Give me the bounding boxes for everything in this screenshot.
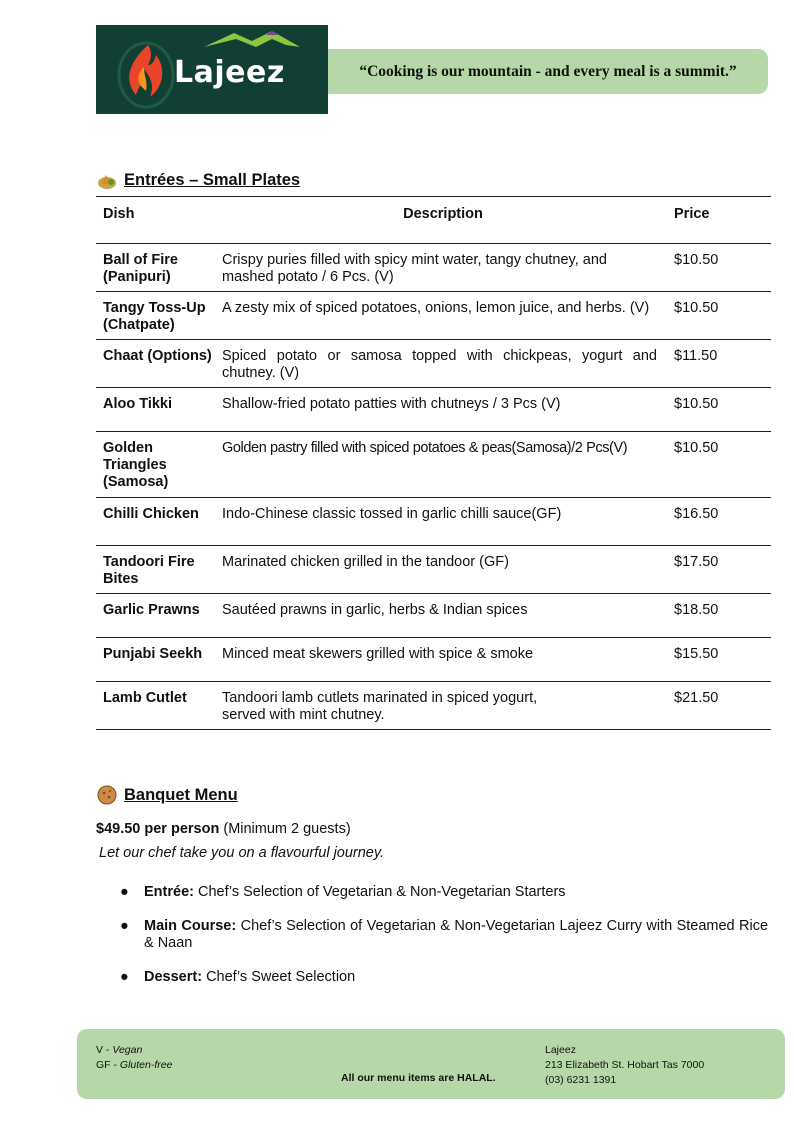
dish-name: Punjabi Seekh — [96, 638, 218, 682]
footer — [77, 1029, 785, 1099]
banquet-title: Banquet Menu — [124, 785, 238, 804]
banquet-list — [96, 884, 768, 986]
legend-vegan-code: V - — [96, 1044, 113, 1056]
table-row — [96, 546, 771, 594]
legend-vegan-text: Vegan — [112, 1044, 143, 1056]
restaurant-name: Lajeez — [545, 1044, 576, 1056]
dish-description: Tandoori lamb cutlets marinated in spiced yogurt, served with mint chutney. — [218, 682, 667, 730]
dietary-legend — [96, 1043, 172, 1073]
bread-icon — [97, 785, 117, 805]
contact-info — [545, 1043, 704, 1088]
dish-price: $10.50 — [667, 292, 771, 340]
column-header-price: Price — [667, 197, 771, 244]
banquet-item-text: Chef’s Selection of Vegetarian & Non-Vegetarian Lajeez Curry with Steamed Rice & Naan — [144, 918, 769, 951]
banquet-tagline: Let our chef take you on a flavourful journey. — [99, 845, 385, 861]
banquet-item-label: Main Course: — [144, 918, 237, 934]
table-row — [96, 498, 771, 546]
table-row — [96, 432, 771, 498]
banquet-item-label: Dessert: — [144, 969, 203, 985]
dish-description: Marinated chicken grilled in the tandoor (GF) — [218, 546, 667, 594]
dish-name: Golden Triangles (Samosa) — [96, 432, 218, 498]
dish-description: Spiced potato or samosa topped with chickpeas, yogurt and chutney. (V) — [218, 340, 667, 388]
dish-description: Crispy puries filled with spicy mint water, tangy chutney, and mashed potato / 6 Pcs. (V) — [218, 244, 667, 292]
banquet-heading — [97, 785, 238, 805]
logo-text: Lajeez — [174, 55, 285, 90]
dish-description: Indo-Chinese classic tossed in garlic chilli sauce(GF) — [218, 498, 667, 546]
bullet-icon: ● — [120, 918, 129, 934]
bullet-icon: ● — [120, 969, 129, 985]
legend-vegan — [96, 1043, 172, 1058]
table-row — [96, 638, 771, 682]
restaurant-address: 213 Elizabeth St. Hobart Tas 7000 — [545, 1059, 705, 1071]
list-item — [96, 969, 768, 986]
restaurant-phone: (03) 6231 1391 — [545, 1074, 617, 1086]
dish-price: $11.50 — [667, 340, 771, 388]
quote-banner: “Cooking is our mountain - and every meal is a summit.” — [328, 49, 768, 94]
logo — [96, 25, 328, 114]
dish-name: Tandoori Fire Bites — [96, 546, 218, 594]
legend-gluten-free — [96, 1058, 172, 1073]
column-header-description: Description — [218, 197, 667, 244]
entrees-heading — [97, 171, 300, 190]
table-row — [96, 388, 771, 432]
entrees-title: Entrées – Small Plates — [124, 171, 301, 189]
dish-description: A zesty mix of spiced potatoes, onions, lemon juice, and herbs. (V) — [218, 292, 667, 340]
legend-gf-text: Gluten-free — [119, 1059, 173, 1071]
dish-price: $21.50 — [667, 682, 771, 730]
dish-price: $10.50 — [667, 432, 771, 498]
dish-name: Tangy Toss-Up (Chatpate) — [96, 292, 218, 340]
dish-name: Aloo Tikki — [96, 388, 218, 432]
entrees-table — [96, 196, 771, 730]
dish-description: Golden pastry filled with spiced potatoes & peas(Samosa)/2 Pcs(V) — [218, 432, 667, 498]
banquet-section — [96, 821, 768, 1003]
dish-description: Minced meat skewers grilled with spice & smoke — [218, 638, 667, 682]
list-item — [96, 918, 768, 952]
samosa-icon — [97, 172, 117, 190]
banquet-price-line — [96, 821, 768, 837]
banquet-item-text: Chef’s Selection of Vegetarian & Non-Vegetarian Starters — [198, 884, 566, 900]
dish-price: $15.50 — [667, 638, 771, 682]
dish-price: $17.50 — [667, 546, 771, 594]
list-item — [96, 884, 768, 901]
banquet-item-label: Entrée: — [144, 884, 194, 900]
table-row — [96, 340, 771, 388]
table-row — [96, 292, 771, 340]
table-header-row — [96, 197, 771, 244]
table-row — [96, 682, 771, 730]
column-header-dish: Dish — [96, 197, 218, 244]
dish-price: $10.50 — [667, 388, 771, 432]
banquet-minimum: (Minimum 2 guests) — [223, 821, 351, 837]
dish-name: Garlic Prawns — [96, 594, 218, 638]
dish-price: $10.50 — [667, 244, 771, 292]
dish-name: Chilli Chicken — [96, 498, 218, 546]
dish-name: Lamb Cutlet — [96, 682, 218, 730]
dish-price: $18.50 — [667, 594, 771, 638]
dish-description: Sautéed prawns in garlic, herbs & Indian spices — [218, 594, 667, 638]
table-row — [96, 594, 771, 638]
banquet-price: $49.50 per person — [96, 821, 220, 837]
bullet-icon: ● — [120, 884, 129, 900]
halal-notice: All our menu items are HALAL. — [341, 1072, 496, 1084]
banquet-item-text: Chef’s Sweet Selection — [206, 969, 356, 985]
dish-description: Shallow-fried potato patties with chutneys / 3 Pcs (V) — [218, 388, 667, 432]
dish-price: $16.50 — [667, 498, 771, 546]
table-row — [96, 244, 771, 292]
dish-name: Ball of Fire (Panipuri) — [96, 244, 218, 292]
dish-name: Chaat (Options) — [96, 340, 218, 388]
legend-gf-code: GF - — [96, 1059, 120, 1071]
